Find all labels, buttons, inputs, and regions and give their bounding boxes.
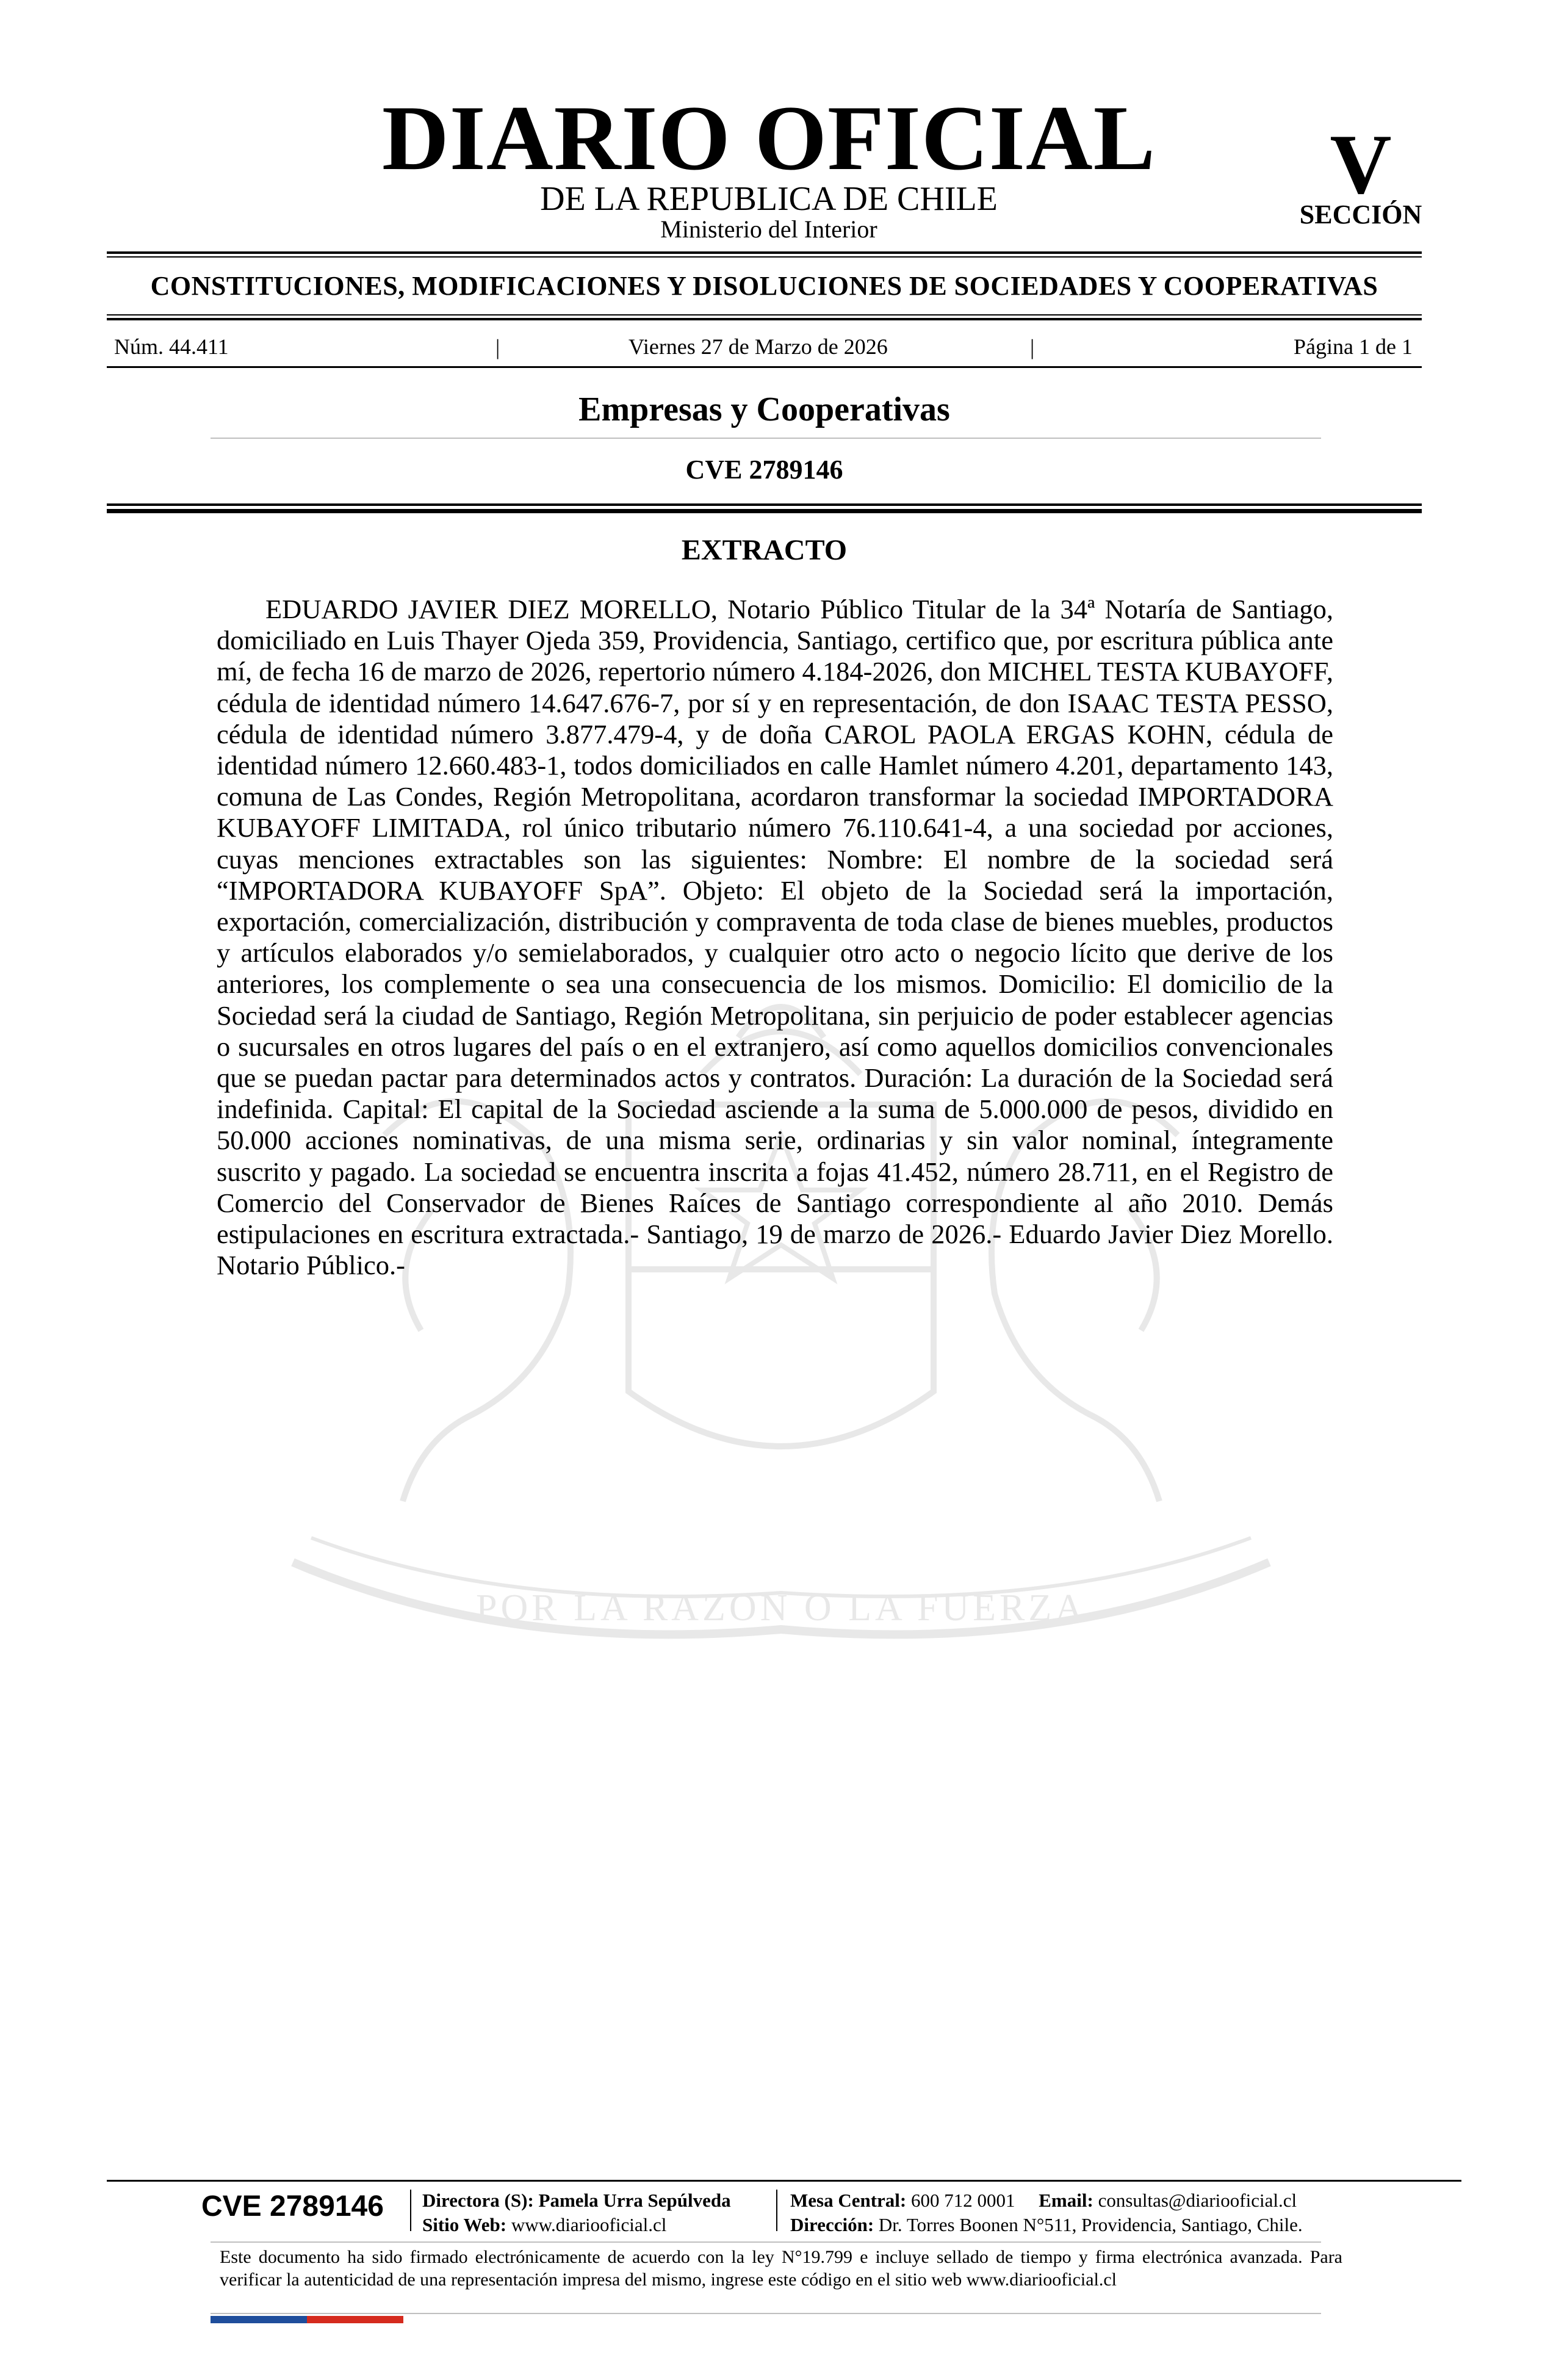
footer-cve-code: CVE 2789146 xyxy=(201,2190,384,2223)
section-title-underline xyxy=(211,438,1321,439)
footer-website-link[interactable]: www.diariooficial.cl xyxy=(511,2214,667,2235)
footer-address xyxy=(790,2215,1303,2234)
issue-rule xyxy=(107,366,1422,368)
extract-heading: EXTRACTO xyxy=(681,534,848,566)
masthead-subtitle: DE LA REPUBLICA DE CHILE xyxy=(540,180,998,218)
footer-address-value: Dr. Torres Boonen N°511, Providencia, Santiago, Chile. xyxy=(878,2214,1303,2235)
top-rule-thin xyxy=(107,256,1422,258)
masthead-title: DIARIO OFICIAL xyxy=(381,87,1156,189)
category-rule xyxy=(107,318,1422,320)
footer-director-name: Pamela Urra Sepúlveda xyxy=(538,2190,731,2211)
footer-phone-label: Mesa Central: xyxy=(790,2190,907,2211)
footer-divider xyxy=(410,2190,411,2231)
footer-legal-note: Este documento ha sido firmado electrónicamente de acuerdo con la ley N°19.799 e incluye sellado de tiempo y firma electrónica avanzada. Para verificar la autenticidad de una representación impresa del mismo, ingrese este código en el sitio web www.diariooficial.cl xyxy=(220,2247,1342,2290)
section-label: SECCIÓN xyxy=(1299,200,1422,229)
footer-rule xyxy=(107,2180,1461,2182)
section-number: V xyxy=(1330,117,1392,212)
footer-director-label: Directora (S): xyxy=(422,2190,534,2211)
footer-website xyxy=(422,2215,666,2234)
extract-body: EDUARDO JAVIER DIEZ MORELLO, Notario Público Titular de la 34ª Notaría de Santiago, domiciliado en Luis Thayer Ojeda 359, Providencia, Santiago, certifico que, por escritura pública ante mí, de fecha 16 de marzo de 2026, repertorio número 4.184-2026, don MICHEL TESTA KUBAYOFF, cédula de identidad número 14.647.676-7, por sí y en representación, de don ISAAC TESTA PESSO, cédula de identidad número 3.877.479-4, y de doña CAROL PAOLA ERGAS KOHN, cédula de identidad número 12.660.483-1, todos domiciliados en calle Hamlet número 4.201, departamento 143, comuna de Las Condes, Región Metropolitana, acordaron transformar la sociedad IMPORTADORA KUBAYOFF LIMITADA, rol único tributario número 76.110.641-4, a una sociedad por acciones, cuyas menciones extractables son las siguientes: Nombre: El nombre de la sociedad será “IMPORTADORA KUBAYOFF SpA”. Objeto: El objeto de la Sociedad será la importación, exportación, comercialización, distribución y compraventa de toda clase de bienes muebles, productos y artículos elaborados y/o semielaborados, y cualquier otro acto o negocio lícito que derive de los anteriores, los complemente o sea una consecuencia de los mismos. Domicilio: El domicilio de la Sociedad será la ciudad de Santiago, Región Metropolitana, sin perjuicio de poder establecer agencias o sucursales en otros lugares del país o en el extranjero, así como aquellos domicilios convencionales que se puedan pactar para determinados actos y contratos. Duración: La duración de la Sociedad será indefinida. Capital: El capital de la Sociedad asciende a la suma de 5.000.000 de pesos, dividido en 50.000 acciones nominativas, de una misma serie, ordinarias y sin valor nominal, íntegramente suscrito y pagado. La sociedad se encuentra inscrita a fojas 41.452, número 28.711, en el Registro de Comercio del Conservador de Bienes Raíces de Santiago correspondiente al año 2010. Demás estipulaciones en escritura extractada.- Santiago, 19 de marzo de 2026.- Eduardo Javier Diez Morello. Notario Público.- xyxy=(217,594,1333,1281)
footer-email-link[interactable]: consultas@diariooficial.cl xyxy=(1098,2190,1297,2211)
footer-divider xyxy=(776,2190,777,2231)
footer-bottom-line xyxy=(211,2313,1321,2314)
issue-separator: | xyxy=(1030,335,1035,359)
top-rule xyxy=(107,251,1422,254)
cve-code: CVE 2789146 xyxy=(685,455,843,485)
footer-contact xyxy=(790,2191,1297,2210)
cve-rule xyxy=(107,503,1422,506)
footer-email-label: Email: xyxy=(1039,2190,1093,2211)
category-rule-thin xyxy=(107,314,1422,316)
footer-divider-line xyxy=(211,2241,1321,2243)
footer-address-label: Dirección: xyxy=(790,2214,874,2235)
section-title: Empresas y Cooperativas xyxy=(578,391,950,428)
issue-date: Viernes 27 de Marzo de 2026 xyxy=(629,334,888,359)
flag-bar-blue xyxy=(211,2316,307,2323)
issue-separator: | xyxy=(495,335,500,359)
footer-director xyxy=(422,2191,731,2210)
masthead-ministry: Ministerio del Interior xyxy=(660,215,877,243)
watermark-motto: POR LA RAZON O LA FUERZA xyxy=(475,1587,1087,1629)
footer-website-label: Sitio Web: xyxy=(422,2214,507,2235)
issue-number: Núm. 44.411 xyxy=(114,334,229,359)
flag-bar-red xyxy=(307,2316,403,2323)
cve-rule-thick xyxy=(107,509,1422,513)
footer-phone-value: 600 712 0001 xyxy=(911,2190,1015,2211)
issue-page: Página 1 de 1 xyxy=(1294,334,1413,359)
category-title: CONSTITUCIONES, MODIFICACIONES Y DISOLUCIONES DE SOCIEDADES Y COOPERATIVAS xyxy=(150,271,1378,301)
